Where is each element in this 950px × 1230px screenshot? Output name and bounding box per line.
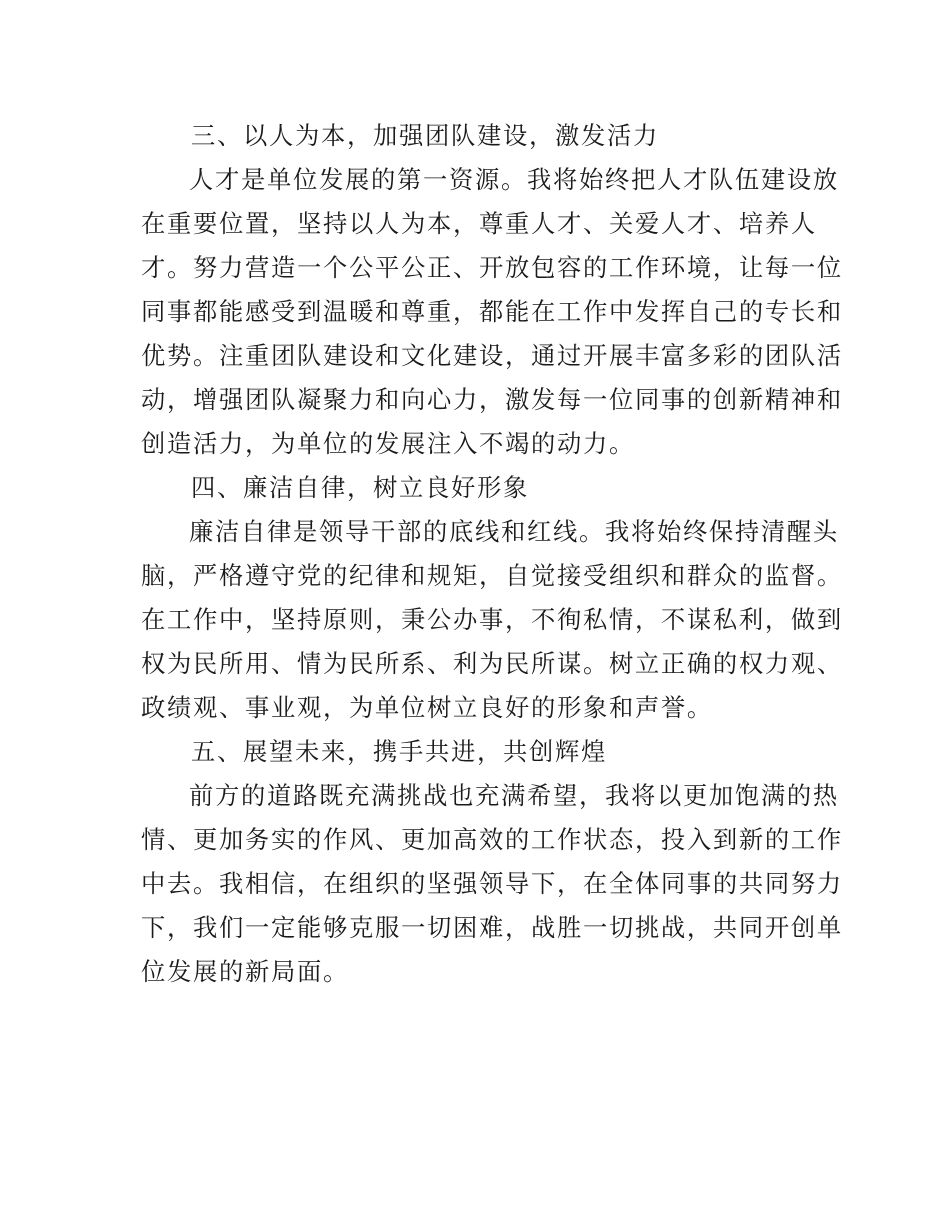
section-heading: 三、以人为本，加强团队建设，激发活力	[191, 121, 659, 150]
paragraph-line: 政绩观、事业观，为单位树立良好的形象和声誉。	[141, 693, 713, 722]
section-paragraph	[141, 158, 843, 466]
paragraph-line: 才。努力营造一个公平公正、开放包容的工作环境，让每一位	[141, 253, 843, 282]
paragraph-line: 位发展的新局面。	[141, 957, 349, 986]
paragraph-line: 创造活力，为单位的发展注入不竭的动力。	[141, 429, 635, 458]
section-paragraph	[141, 774, 843, 994]
paragraph-line: 廉洁自律是领导干部的底线和红线。我将始终保持清醒头	[189, 517, 839, 546]
paragraph-line: 脑，严格遵守党的纪律和规矩，自觉接受组织和群众的监督。	[141, 561, 843, 590]
paragraph-line: 情、更加务实的作风、更加高效的工作状态，投入到新的工作	[141, 825, 843, 854]
document-body	[141, 114, 843, 994]
paragraph-line: 人才是单位发展的第一资源。我将始终把人才队伍建设放	[189, 165, 839, 194]
section-integrity	[141, 466, 843, 730]
section-outlook	[141, 730, 843, 994]
paragraph-line: 优势。注重团队建设和文化建设，通过开展丰富多彩的团队活	[141, 341, 843, 370]
section-team-building	[141, 114, 843, 466]
paragraph-line: 权为民所用、情为民所系、利为民所谋。树立正确的权力观、	[141, 649, 843, 678]
paragraph-line: 动，增强团队凝聚力和向心力，激发每一位同事的创新精神和	[141, 385, 843, 414]
section-heading: 五、展望未来，携手共进，共创辉煌	[191, 737, 607, 766]
section-paragraph	[141, 510, 843, 730]
paragraph-line: 下，我们一定能够克服一切困难，战胜一切挑战，共同开创单	[141, 913, 843, 942]
section-heading: 四、廉洁自律，树立良好形象	[191, 473, 529, 502]
paragraph-line: 前方的道路既充满挑战也充满希望，我将以更加饱满的热	[189, 781, 839, 810]
paragraph-line: 在重要位置，坚持以人为本，尊重人才、关爱人才、培养人	[141, 209, 817, 238]
paragraph-line: 中去。我相信，在组织的坚强领导下，在全体同事的共同努力	[141, 869, 843, 898]
paragraph-line: 同事都能感受到温暖和尊重，都能在工作中发挥自己的专长和	[141, 297, 843, 326]
paragraph-line: 在工作中，坚持原则，秉公办事，不徇私情，不谋私利，做到	[141, 605, 843, 634]
